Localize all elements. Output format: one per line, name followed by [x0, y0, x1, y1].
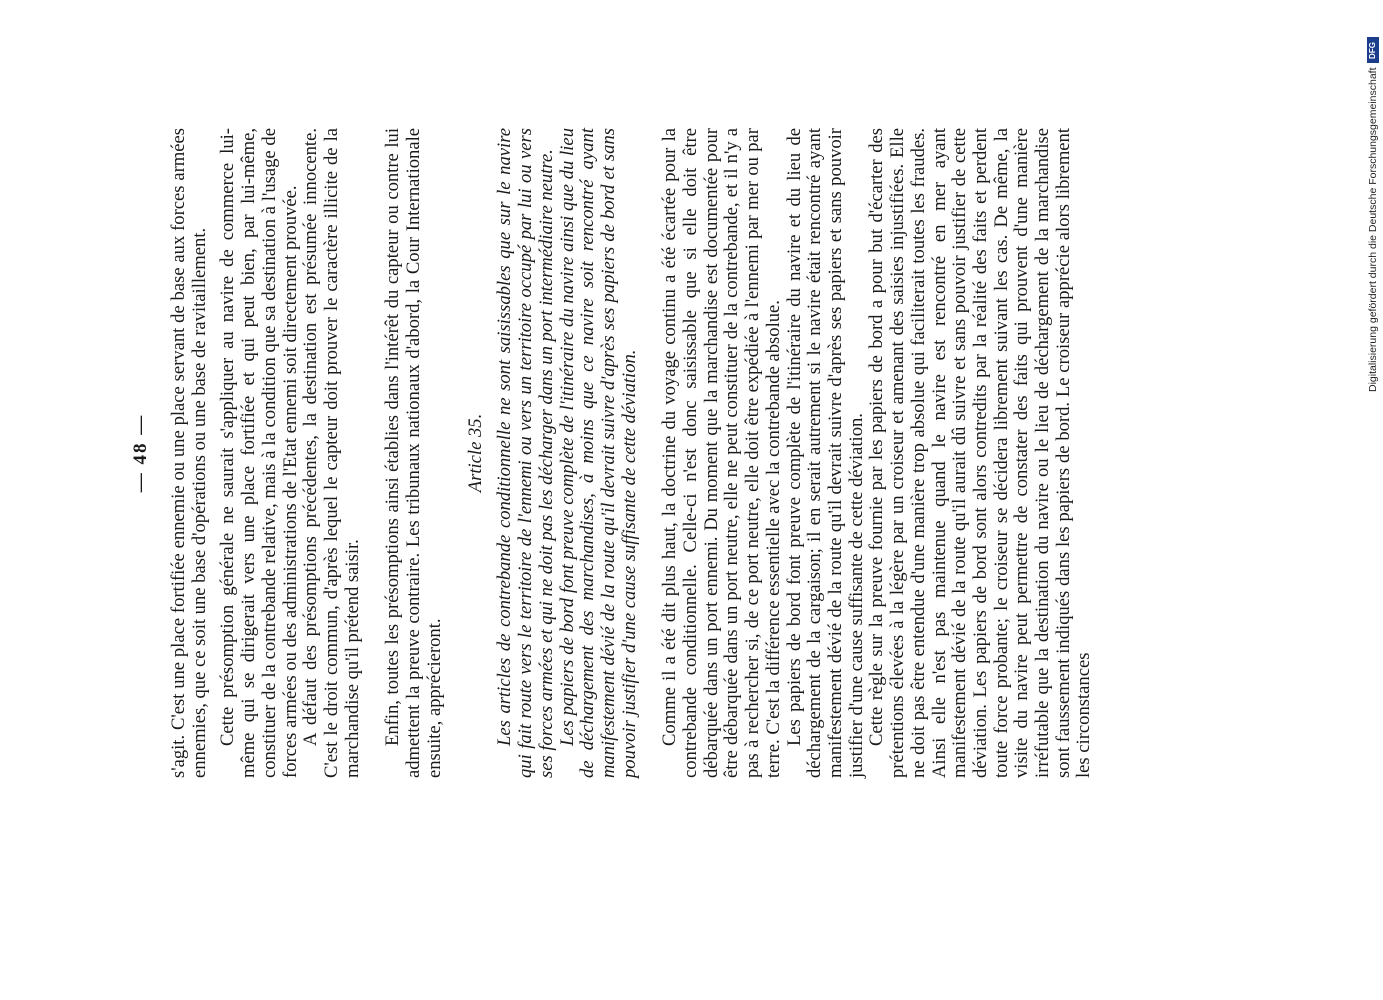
page-number: — 48 —	[130, 413, 151, 493]
commentary-paragraph-2: Les papiers de bord font preuve complète de l'itinéraire du navire et du lieu de déchargement de la cargaison; il en serait autrement si le navire était rencontré ayant manifestement dévié de la route qu'il devrait suivre d'après ses papiers et sans pouvoir justifier d'une cause suffisante de cette déviation.	[783, 128, 867, 778]
commentary-paragraph-3: Cette règle sur la preuve fournie par les papiers de bord a pour but d'écarter des prétentions élevées à la légère par un croiseur et amenant des saisies injustifiées. Elle ne doit pas être entendue d'une manière trop absolue qui faciliterait toutes les fraudes. Ainsi elle n'est pas maintenue quand le navire est rencontré en mer ayant manifestement dévié de la route qu'il aurait dû suivre et sans pouvoir justifier de cette déviation. Les papiers de bord sont alors contredits par la réalité des faits et perdent toute force probante; le croiseur se décidera librement suivant les cas. De même, la visite du navire peut permettre de constater des faits qui prouvent d'une manière irréfutable que la destination du navire ou le lieu de déchargement de la marchandise sont faussement indiqués dans les papiers de bord. Le croiseur apprécie alors librement les circonstances	[866, 128, 1095, 778]
digitization-notice	[1365, 0, 1381, 392]
scanned-page	[131, 128, 1231, 778]
digitization-notice-text: Digitalisierung gefördert durch die Deutsche Forschungsgemeinschaft	[1367, 67, 1379, 392]
paragraph-2: Cette présomption générale ne saurait s'appliquer au navire de commerce lui-même qui se dirigerait vers une place fortifiée et qui peut bien, par lui-même, constituer de la contrebande relative, mais à la condition que sa destination à l'usage de forces armées ou des administrations de l'Etat ennemi soit directement prouvée.	[217, 128, 301, 778]
paragraph-1: s'agit. C'est une place fortifiée ennemie ou une place servant de base aux forces armées ennemies, que ce soit une base d'opérations ou une base de ravitaillement.	[168, 128, 210, 778]
paragraph-3: A défaut des présomptions précédentes, la destination est présumée innocente. C'est le droit commun, d'après lequel le capteur doit prouver le caractère illicite de la marchandise qu'il prétend saisir.	[300, 128, 363, 778]
article-heading: Article 35.	[465, 413, 487, 493]
article-paragraph-1: Les articles de contrebande conditionnelle ne sont saisissables que sur le navire qui fait route vers le territoire de l'ennemi ou vers un territoire occupé par lui ou vers ses forces armées et qui ne doit pas les décharger dans un port intermédiaire neutre.	[494, 128, 557, 778]
paragraph-4: Enfin, toutes les présomptions ainsi établies dans l'intérêt du capteur ou contre lui admettent la preuve contraire. Les tribunaux nationaux d'abord, la Cour Internationale ensuite, apprécieront.	[382, 128, 445, 778]
article-paragraph-2: Les papiers de bord font preuve complète de l'itinéraire du navire ainsi que du lieu de déchargement des marchandises, à moins que ce navire soit rencontré ayant manifestement dévié de la route qu'il devrait suivre d'après ses papiers de bord et sans pouvoir justifier d'une cause suffisante de cette déviation.	[556, 128, 640, 778]
commentary-paragraph-1: Comme il a été dit plus haut, la doctrine du voyage continu a été écartée pour la contrebande conditionnelle. Celle-ci n'est donc saisissable que si elle doit être débarquée dans un port ennemi. Du moment que la marchandise est documentée pour être débarquée dans un port neutre, elle ne peut constituer de la contrebande, et il n'y a pas à rechercher si, de ce port neutre, elle doit être expédiée à l'ennemi par mer ou par terre. C'est la différence essentielle avec la contrebande absolue.	[659, 128, 784, 778]
dfg-logo-icon: DFG	[1367, 37, 1379, 63]
